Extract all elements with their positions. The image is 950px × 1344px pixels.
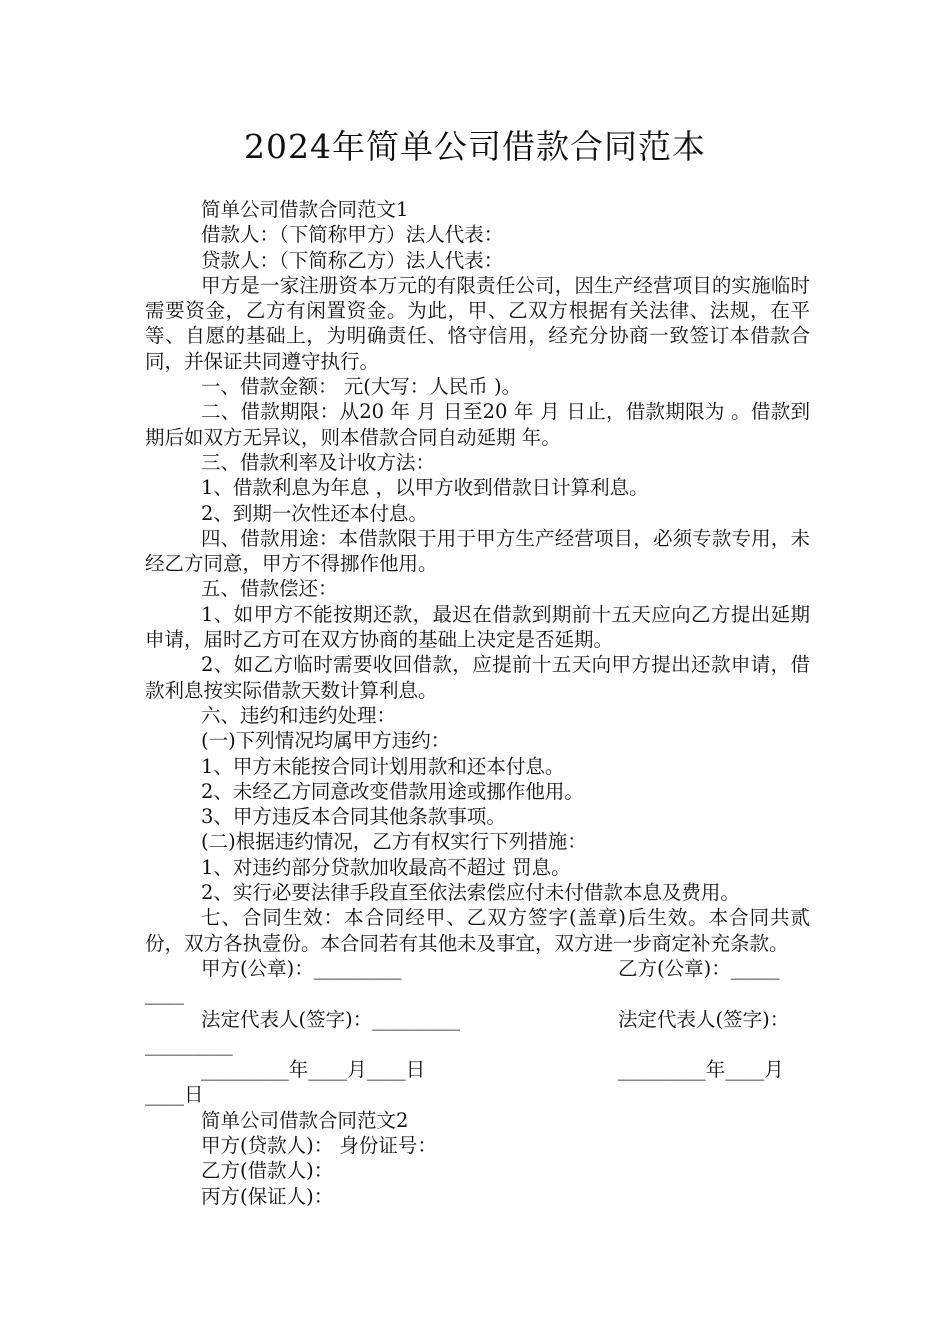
document-title: 2024年简单公司借款合同范本: [244, 127, 706, 166]
paragraph: 1、如甲方不能按期还款，最迟在借款到期前十五天应向乙方提出延期申请，届时乙方可在双方协商的基础上决定是否延期。: [145, 602, 810, 652]
section-heading: 简单公司借款合同范文2: [201, 1108, 409, 1132]
seal-row: [145, 956, 810, 981]
paragraph: (二)根据违约情况，乙方有权实行下列措施：: [201, 830, 587, 854]
paragraph: (一)下列情况均属甲方违约：: [201, 729, 451, 753]
party-b-date-line: _________年____月: [618, 1058, 784, 1082]
party-a-seal-line: 甲方(公章)：_________: [201, 956, 402, 980]
paragraph: 2、如乙方临时需要收回借款，应提前十五天向甲方提出还款申请，借款利息按实际借款天数计算利息。: [145, 653, 810, 702]
paragraph: 四、借款用途：本借款限于用于甲方生产经营项目，必须专款专用，未经乙方同意，甲方不得挪作他用。: [145, 526, 810, 576]
paragraph: 2、到期一次性还本付息。: [201, 501, 428, 525]
date-row: [145, 1057, 810, 1082]
paragraph: 1、借款利息为年息 ，以甲方收到借款日计算利息。: [201, 476, 649, 500]
paragraph: 三、借款利率及计收方法：: [201, 450, 436, 474]
party-b-date-continuation: ____日: [145, 1083, 204, 1107]
paragraph: 2、实行必要法律手段直至依法索偿应付未付借款本息及费用。: [201, 881, 740, 905]
document-body: [145, 197, 810, 1209]
paragraph: 六、违约和违约处理：: [201, 703, 397, 727]
representative-row: [145, 1007, 810, 1032]
party-a-date-line: _________年____月____日: [201, 1058, 426, 1082]
party-b-seal-line: 乙方(公章)：_____: [618, 956, 780, 980]
paragraph: 1、对违约部分贷款加收最高不超过 罚息。: [201, 855, 571, 879]
paragraph: 丙方(保证人)：: [201, 1184, 334, 1208]
section-heading: 简单公司借款合同范文1: [201, 198, 409, 221]
paragraph: 七、合同生效：本合同经甲、乙双方签字(盖章)后生效。本合同共贰份，双方各执壹份。本合同若有其他未及事宜，双方进一步商定补充条款。: [145, 906, 810, 955]
party-a-representative-line: 法定代表人(签字)：_________: [201, 1007, 460, 1031]
party-b-representative-line: 法定代表人(签字)：: [618, 1007, 790, 1031]
paragraph: 五、借款偿还：: [201, 577, 338, 601]
paragraph: 贷款人：（下简称乙方）法人代表：: [201, 248, 504, 272]
paragraph: 甲方是一家注册资本万元的有限责任公司，因生产经营项目的实施临时需要资金，乙方有闲置资金。为此，甲、乙双方根据有关法律、法规，在平等、自愿的基础上，为明确责任、恪守信用，经充分协商一致签订本借款合同，并保证共同遵守执行。: [145, 273, 810, 373]
paragraph: 借款人：（下简称甲方）法人代表：: [201, 223, 504, 247]
paragraph: 甲方(贷款人)： 身份证号：: [201, 1133, 437, 1157]
party-b-seal-continuation: ____: [145, 982, 184, 1006]
paragraph: 二、借款期限：从20 年 月 日至20 年 月 日止，借款期限为 。借款到期后如双方无异议，则本借款合同自动延期 年。: [145, 400, 810, 449]
party-b-representative-continuation: _________: [145, 1032, 233, 1056]
paragraph: 2、未经乙方同意改变借款用途或挪作他用。: [201, 779, 584, 803]
paragraph: 1、甲方未能按合同计划用款和还本付息。: [201, 754, 565, 778]
paragraph: 一、借款金额： 元(大写：人民币 )。: [201, 375, 522, 399]
paragraph: 乙方(借款人)：: [201, 1159, 334, 1183]
paragraph: 3、甲方违反本合同其他条款事项。: [201, 805, 506, 829]
